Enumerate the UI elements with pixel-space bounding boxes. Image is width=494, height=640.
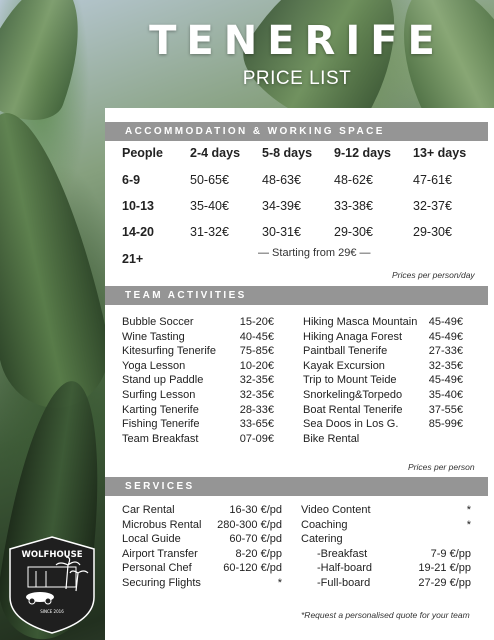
- list-item: Personal Chef 60-120 €/pd: [122, 562, 282, 575]
- group-size: 10-13: [122, 199, 154, 213]
- list-item: Hiking Anaga Forest 45-49€: [303, 330, 463, 343]
- list-item: Team Breakfast 07-09€: [122, 432, 274, 445]
- list-item: Boat Rental Tenerife 37-55€: [303, 403, 463, 416]
- wolfhouse-logo: [6, 535, 98, 635]
- svg-text:SINCE 2016: SINCE 2016: [40, 609, 64, 614]
- services-left-list: [122, 503, 282, 591]
- accommodation-price-note: Prices per person/day: [392, 270, 475, 280]
- group-size: 21+: [122, 252, 144, 266]
- price-cell: 31-32€: [190, 225, 229, 239]
- list-item: Snorkeling&Torpedo 35-40€: [303, 388, 463, 401]
- column-header: 2-4 days: [190, 146, 241, 160]
- column-header: 13+ days: [413, 146, 467, 160]
- palm-leaf: [0, 102, 120, 418]
- list-item: Paintball Tenerife 27-33€: [303, 345, 463, 358]
- list-item: Securing Flights *: [122, 576, 282, 589]
- starting-price-note: — Starting from 29€ —: [258, 247, 371, 259]
- table-header-row: [122, 146, 482, 164]
- list-item: Local Guide 60-70 €/pd: [122, 533, 282, 546]
- group-size: 6-9: [122, 173, 141, 187]
- palm-leaf: [0, 0, 101, 131]
- list-item: Bubble Soccer 15-20€: [122, 316, 274, 328]
- list-item: Surfing Lesson 32-35€: [122, 388, 274, 401]
- list-item: Microbus Rental 280-300 €/pd: [122, 518, 282, 531]
- list-item: Catering: [301, 533, 343, 546]
- list-item: -Full-board 27-29 €/pp: [317, 576, 471, 589]
- price-cell: 47-61€: [413, 173, 452, 187]
- page-title: TENERIFE: [149, 18, 445, 64]
- team-activities-right-list: [303, 315, 463, 446]
- list-item: -Half-board 19-21 €/pp: [317, 562, 471, 575]
- price-cell: 34-39€: [262, 199, 301, 213]
- list-item: Car Rental 16-30 €/pd: [122, 504, 282, 516]
- list-item: Karting Tenerife 28-33€: [122, 403, 274, 416]
- list-item: Video Content *: [301, 504, 471, 516]
- page-subtitle: PRICE LIST: [242, 68, 352, 89]
- price-cell: 50-65€: [190, 173, 229, 187]
- list-item: Hiking Masca Mountain 45-49€: [303, 316, 463, 328]
- team-price-note: Prices per person: [408, 462, 475, 472]
- price-cell: 33-38€: [334, 199, 373, 213]
- price-cell: 29-30€: [413, 225, 452, 239]
- list-item: Kitesurfing Tenerife 75-85€: [122, 345, 274, 358]
- group-size: 14-20: [122, 225, 154, 239]
- list-item: Trip to Mount Teide 45-49€: [303, 374, 463, 387]
- column-header: People: [122, 146, 163, 160]
- list-item: Kayak Excursion 32-35€: [303, 359, 463, 372]
- column-header: 9-12 days: [334, 146, 391, 160]
- list-item: -Breakfast 7-9 €/pp: [317, 547, 471, 560]
- section-heading-services: SERVICES: [105, 477, 488, 496]
- section-heading-accommodation: ACCOMMODATION & WORKING SPACE: [105, 122, 488, 141]
- price-cell: 32-37€: [413, 199, 452, 213]
- price-cell: 35-40€: [190, 199, 229, 213]
- list-item: Sea Doos in Los G. 85-99€: [303, 418, 463, 431]
- table-row: [122, 199, 482, 217]
- svg-text:WOLFHOUSE: WOLFHOUSE: [21, 550, 83, 560]
- section-heading-team-activities: TEAM ACTIVITIES: [105, 286, 488, 305]
- services-quote-note: *Request a personalised quote for your team: [301, 610, 470, 620]
- list-item: Fishing Tenerife 33-65€: [122, 418, 274, 431]
- list-item: Coaching *: [301, 518, 471, 531]
- table-row: [122, 225, 482, 243]
- team-activities-left-list: [122, 315, 274, 446]
- price-cell: 48-62€: [334, 173, 373, 187]
- list-item: Stand up Paddle 32-35€: [122, 374, 274, 387]
- services-right-list: [301, 503, 471, 591]
- price-cell: 48-63€: [262, 173, 301, 187]
- table-row: [122, 173, 482, 191]
- list-item: Airport Transfer 8-20 €/pp: [122, 547, 282, 560]
- column-header: 5-8 days: [262, 146, 313, 160]
- list-item: Bike Rental: [303, 432, 360, 445]
- list-item: Yoga Lesson 10-20€: [122, 359, 274, 372]
- price-cell: 30-31€: [262, 225, 301, 239]
- list-item: Wine Tasting 40-45€: [122, 330, 274, 343]
- price-cell: 29-30€: [334, 225, 373, 239]
